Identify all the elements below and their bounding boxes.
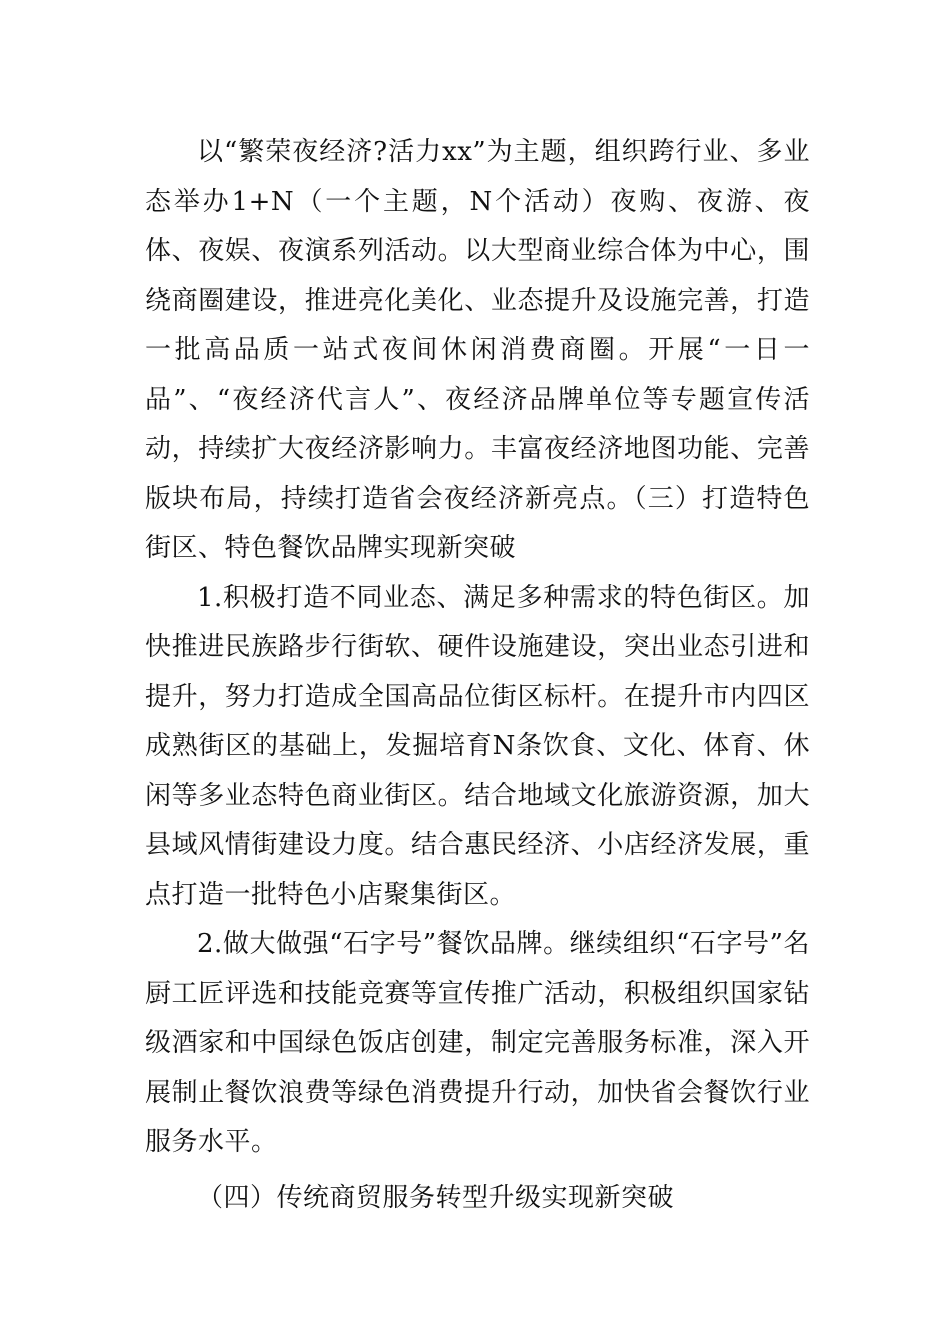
paragraph-featured-streets: 1.积极打造不同业态、满足多种需求的特色街区。加快推进民族路步行街软、硬件设施建设，突出业态引进和提升，努力打造成全国高品位街区标杆。在提升市内四区成熟街区的基础上，发掘培育N条饮食、文化、体育、休闲等多业态特色商业街区。结合地域文化旅游资源，加大县域风情街建设力度。结合惠民经济、小店经济发展，重点打造一批特色小店聚集街区。 [145, 582, 810, 910]
paragraph-catering-brand: 2.做大做强“石字号”餐饮品牌。继续组织“石字号”名厨工匠评选和技能竞赛等宣传推广活动，积极组织国家钻级酒家和中国绿色饭店创建，制定完善服务标准，深入开展制止餐饮浪费等绿色消费提升行动，加快省会餐饮行业服务水平。 [145, 929, 810, 1157]
paragraph-night-economy: 以“繁荣夜经济?活力xx”为主题，组织跨行业、多业态举办1+N（一个主题，N个活动）夜购、夜游、夜体、夜娱、夜演系列活动。以大型商业综合体为中心，围绕商圈建设，推进亮化美化、业态提升及设施完善，打造一批高品质一站式夜间休闲消费商圈。开展“一日一品”、“夜经济代言人”、夜经济品牌单位等专题宣传活动，持续扩大夜经济影响力。丰富夜经济地图功能、完善版块布局，持续打造省会夜经济新亮点。（三）打造特色街区、特色餐饮品牌实现新突破 [145, 137, 810, 563]
section-heading-traditional-commerce: （四）传统商贸服务转型升级实现新突破 [197, 1182, 675, 1213]
document-body [145, 128, 810, 1223]
